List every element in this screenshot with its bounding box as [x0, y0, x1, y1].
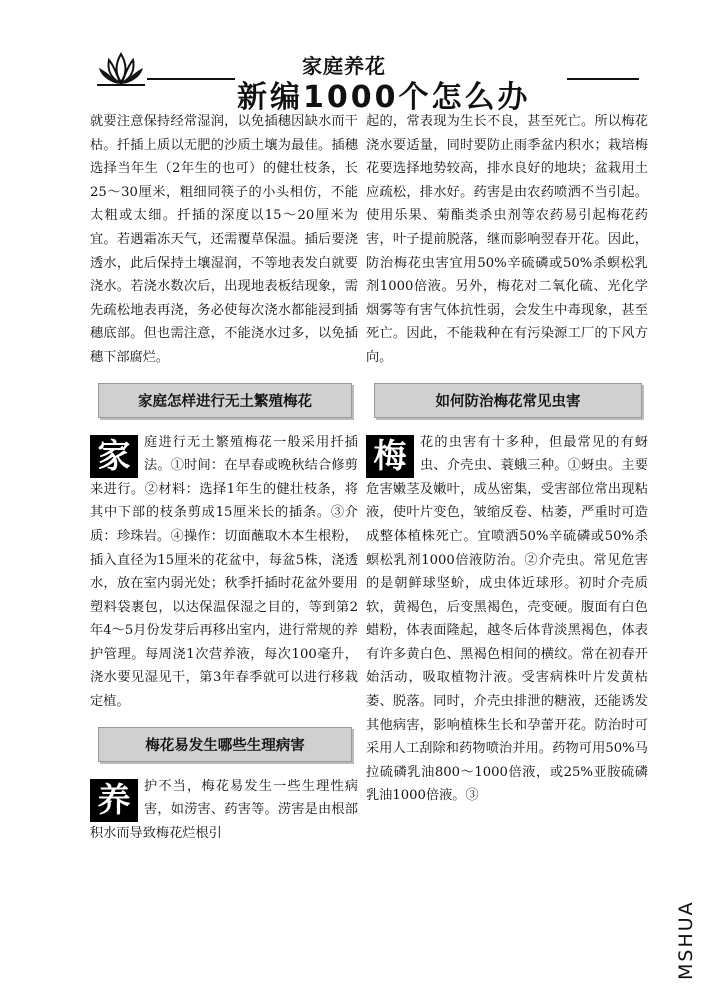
article-section: [90, 431, 358, 714]
header-rule-right: [567, 78, 639, 80]
drop-cap: 梅: [366, 435, 414, 478]
article-paragraph: 就要注意保持经常湿润，以免插穗因缺水而干枯。扦插上质以无肥的沙质土壤为最佳。插穗选择当年生（2年生的也可）的健壮枝条，长25～30厘米，粗细同筷子的小头相仿，不能太粗或太细。扦插的深度以15～20厘米为宜。若遇霜冻天气，还需覆草保温。插后要浇透水，此后保持土壤湿润，不等地表发白就要浇水。若浇水数次后，出现地表板结现象，需先疏松地表再浇，务必使每次浇水都能浸到插穗底部。但也需注意，不能浇水过多，以免插穗下部腐烂。: [90, 114, 358, 365]
right-column: [366, 110, 648, 808]
article-paragraph: 起的，常表现为生长不良，甚至死亡。所以梅花浇水要适量，同时要防止雨季盆内积水；栽培梅花要选择地势较高，排水良好的地块；盆栽用土应疏松，排水好。药害是由农药喷洒不当引起。使用乐果、菊酯类杀虫剂等农药易引起梅花药害，叶子提前脱落，继而影响翌春开花。因此，防治梅花虫害宜用50%辛硫磷或50%杀螟松乳剂1000倍液。另外，梅花对二氧化硫、光化学烟雾等有害气体抗性弱，会发生中毒现象，甚至死亡。因此，不能栽种在有污染源工厂的下风方向。: [366, 114, 648, 365]
header-subtitle: 家庭养花: [302, 54, 386, 78]
left-column: [90, 110, 358, 845]
drop-cap: 养: [90, 779, 138, 822]
page-header: [95, 48, 640, 115]
article-paragraph: 护不当，梅花易发生一些生理性病害，如涝害、药害等。涝害是由根部积水而导致梅花烂根引: [90, 778, 358, 841]
section-heading: 如何防治梅花常见虫害: [374, 383, 642, 418]
watermark: [671, 880, 701, 980]
article-section: [90, 775, 358, 846]
section-heading: 家庭怎样进行无土繁殖梅花: [98, 383, 352, 418]
section-heading: 梅花易发生哪些生理病害: [98, 727, 352, 762]
article-section: [366, 431, 648, 809]
article-paragraph: 庭进行无土繁殖梅花一般采用扦插法。①时间：在早春或晚秋结合修剪来进行。②材料：选择1年生的健壮枝条，将其中下部的枝条剪成15厘米长的插条。③介质：珍珠岩。④操作：切面蘸取木本生根粉，插入直径为15厘米的花盆中，每盆5株，浇透水，放在室内弱光处；秋季扦插时花盆外要用塑料袋裹包，以达保温保湿之目的，等到第2年4～5月份发芽后再移出室内，进行常规的养护管理。每周浇1次营养液，每次100毫升，浇水要见湿见干，第3年春季就可以进行移栽定植。: [90, 434, 358, 710]
header-title: 新编1000个怎么办: [237, 80, 531, 115]
watermark-text: MSHUA: [675, 900, 697, 980]
article-paragraph: 花的虫害有十多种，但最常见的有蚜虫、介壳虫、蓑蛾三种。①蚜虫。主要危害嫩茎及嫩叶，成丛密集，受害部位常出现粘液，使叶片变色，皱缩反卷、枯萎，严重时可造成整体植株死亡。宜喷洒50%辛硫磷或50%杀螟松乳剂1000倍液防治。②介壳虫。常见危害的是朝鲜球坚蚧，成虫体近球形。初时介壳质软，黄褐色，后变黑褐色，壳变硬。腹面有白色蜡粉，体表面隆起，越冬后体背淡黑褐色，体表有许多黄白色、黑褐色相间的横纹。常在初春开始活动，吸取植物汁液。受害病株叶片发黄枯萎、脱落。同时，介壳虫排泄的糖液，还能诱发其他病害，影响植株生长和孕蕾开花。防治时可采用人工刮除和药物喷治并用。药物可用50%马拉硫磷乳油800～1000倍液，或25%亚胺硫磷乳油1000倍液。③: [366, 434, 648, 804]
drop-cap: 家: [90, 435, 138, 478]
lotus-icon: [95, 52, 147, 86]
header-rule-left: [147, 78, 235, 80]
